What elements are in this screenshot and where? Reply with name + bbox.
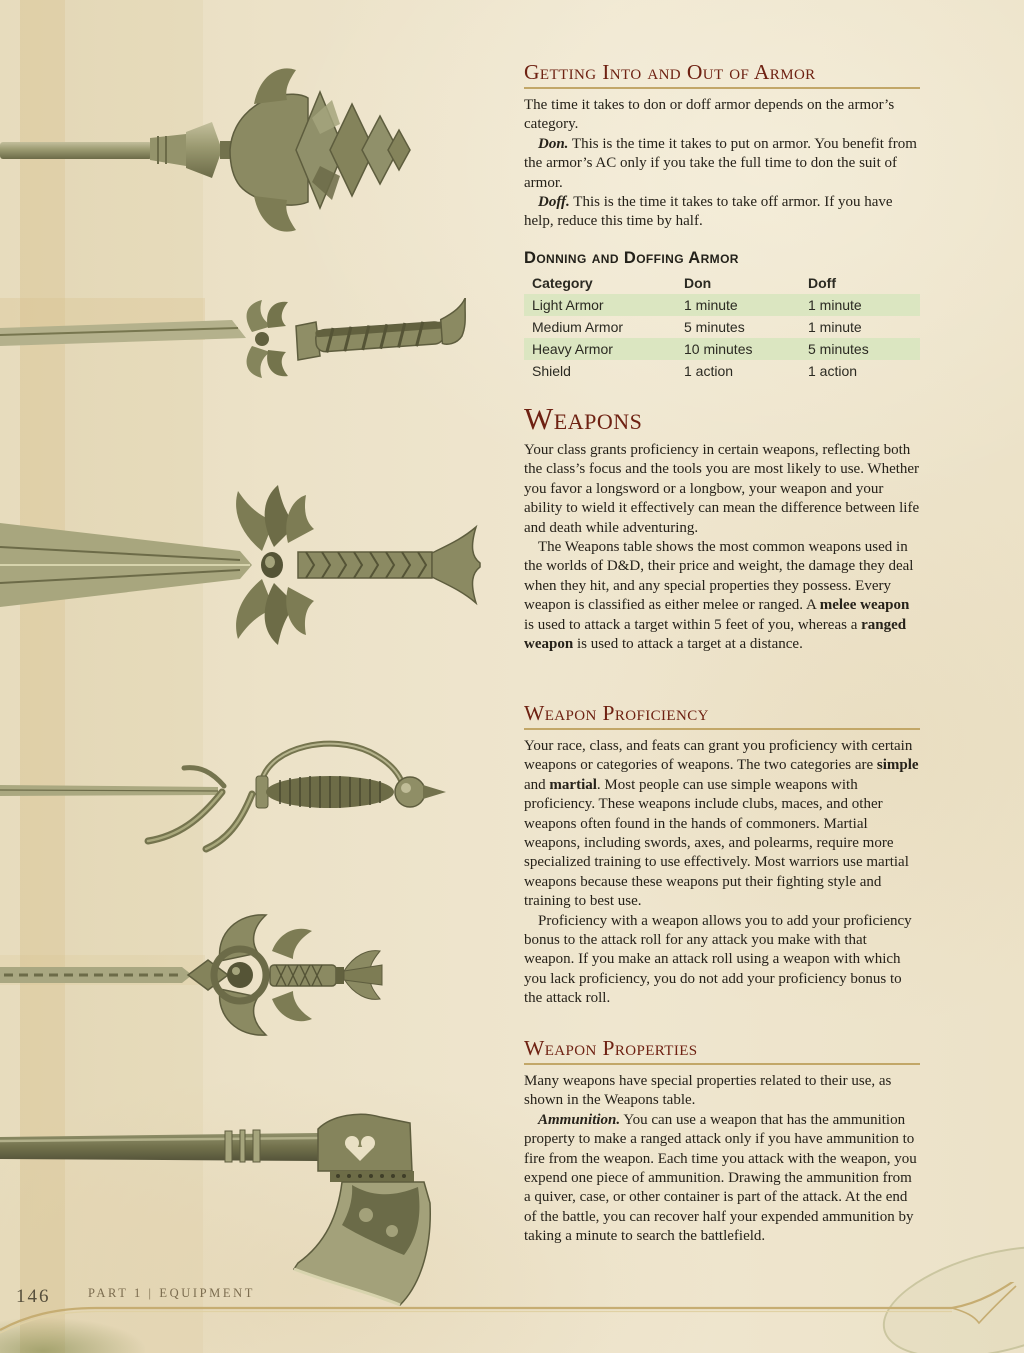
text-run: Many weapons have special properties related to their use, as shown in the Weapons table. — [524, 1073, 892, 1109]
shortsword-illustration — [0, 905, 388, 1055]
section-heading: Getting Into and Out of Armor — [524, 60, 816, 84]
parchment-stain — [65, 0, 203, 1353]
flanged-mace-illustration — [0, 48, 412, 244]
text-run: This is the time it takes to put on armor. You benefit from the armor’s AC only if you take the full time to don the suit of armor. — [524, 135, 917, 191]
column-header: Doff — [808, 275, 836, 291]
text-run: The time it takes to don or doff armor depends on the armor’s category. — [524, 97, 895, 133]
text-run: is used to attack a target at a distance. — [573, 636, 803, 653]
text-run: and — [524, 776, 550, 793]
section-heading: Weapon Proficiency — [524, 701, 709, 725]
table-cell: 5 minutes — [808, 341, 869, 357]
table-cell: 1 action — [684, 363, 734, 379]
text-run: Your class grants proficiency in certain weapons, reflecting both the class’s focus and the tools you are most likely to use. Whether you favor a longsword or a longbow, your weapon and your ability to wield it effectively can mean the difference between life and death while adventuring. — [524, 442, 920, 536]
donning-doffing-table — [524, 273, 920, 382]
heading-rule — [524, 728, 920, 730]
table-cell: Heavy Armor — [532, 341, 613, 357]
table-cell: 10 minutes — [684, 341, 753, 357]
text-run: is used to attack a target within 5 feet of you, whereas a — [524, 616, 862, 633]
paragraph — [524, 1111, 920, 1247]
paragraph — [524, 1072, 920, 1111]
table-row — [524, 316, 920, 338]
text-run: You can use a weapon that has the ammunition property to make a ranged attack only if you have ammunition to fire from the weapon. Each time you attack with the weapon, you expend one piece of ammunition. Drawing the ammunition from a quiver, case, or other container is part of the attack. At the end of the battle, you can recover half your expended ammunition by taking a minute to search the battlefield. — [524, 1111, 917, 1245]
table-cell: Light Armor — [532, 297, 604, 313]
paragraph — [524, 912, 920, 1009]
column-header: Don — [684, 275, 712, 291]
text-run: Don. — [538, 135, 569, 152]
table-row — [524, 294, 920, 316]
table-cell: Shield — [532, 363, 571, 379]
section-getting-into-armor — [524, 60, 920, 232]
paragraph — [524, 538, 920, 654]
column-header: Category — [532, 275, 593, 291]
text-run: Ammunition. — [538, 1111, 621, 1128]
text-run: martial — [549, 776, 597, 793]
text-run: . Most people can use simple weapons with proficiency. These weapons include clubs, maces, and other weapons often found in the hands of commoners. Martial weapons, including swords, axes, and polearms, require more specialized training to use effectively. Most warriors use martial weapons because these weapons put their fighting style and training to best use. — [524, 776, 909, 910]
text-run: melee weapon — [819, 597, 910, 614]
table-cell: 1 action — [808, 363, 858, 379]
heading-rule — [524, 87, 920, 89]
paragraph — [524, 441, 920, 538]
table-row — [524, 338, 920, 360]
scimitar-illustration — [0, 298, 470, 400]
footer-part-label: PART 1 | EQUIPMENT — [88, 1286, 255, 1300]
text-run: The Weapons table shows the most common weapons used in the worlds of D&D, their price and weight, the damage they deal when they hit, and any special properties they possess. Every weapon is classified as either melee or ranged. A — [524, 539, 914, 614]
table-cell: Medium Armor — [532, 319, 624, 335]
parchment-stain — [20, 0, 65, 1353]
page-number: 146 — [16, 1286, 51, 1307]
section-weapons — [524, 402, 920, 654]
parchment-stain — [0, 955, 205, 985]
table-cell: 1 minute — [684, 297, 738, 313]
paragraph — [524, 193, 920, 232]
table-row — [524, 360, 920, 382]
table-header-row — [524, 273, 920, 294]
section-heading: Weapons — [524, 401, 643, 436]
table-cell: 5 minutes — [684, 319, 745, 335]
table-cell: 1 minute — [808, 319, 862, 335]
section-weapon-properties — [524, 1036, 920, 1247]
section-armor-table — [524, 248, 920, 382]
heading-rule — [524, 1063, 920, 1065]
section-weapon-proficiency — [524, 701, 920, 1009]
text-run: Doff. — [538, 194, 570, 211]
rapier-illustration — [0, 728, 448, 856]
text-run: ranged weapon — [524, 616, 907, 653]
greatsword-illustration — [0, 463, 482, 669]
text-run: Your race, class, and feats can grant you proficiency with certain weapons or categories of weapons. The two categories are — [524, 738, 913, 774]
paragraph — [524, 737, 920, 912]
paragraph — [524, 135, 920, 193]
table-cell: 1 minute — [808, 297, 862, 313]
section-heading: Weapon Properties — [524, 1036, 698, 1060]
battleaxe-illustration — [0, 1085, 446, 1307]
text-run: Proficiency with a weapon allows you to add your proficiency bonus to the attack roll for any attack you make with that weapon. If you make an attack roll using a weapon with which you lack proficiency, you do not add your proficiency bonus to the attack roll. — [524, 912, 912, 1007]
parchment-stain — [0, 298, 205, 340]
paragraph — [524, 96, 920, 135]
table-title: Donning and Doffing Armor — [524, 249, 739, 267]
text-run: This is the time it takes to take off armor. If you have help, reduce this time by half. — [524, 194, 893, 230]
text-run: simple — [876, 757, 919, 774]
